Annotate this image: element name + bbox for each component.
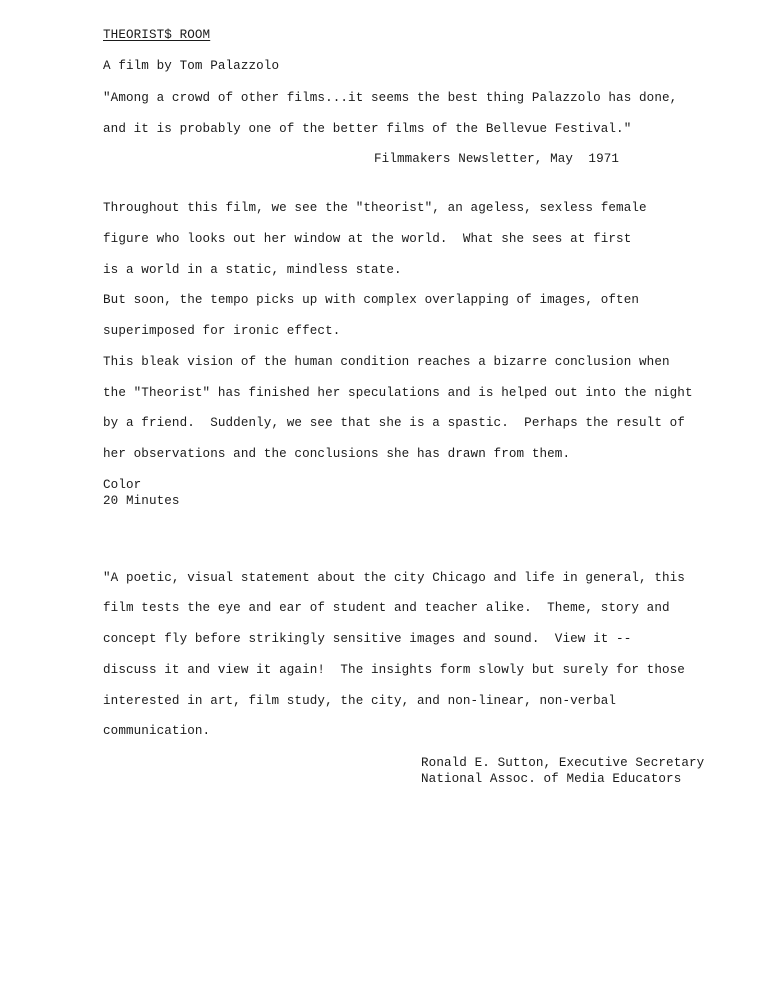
endorsement-line: film tests the eye and ear of student and teacher alike. Theme, story and	[103, 601, 670, 615]
description-line: the "Theorist" has finished her speculations and is helped out into the night	[103, 386, 693, 400]
description-line: But soon, the tempo picks up with complex overlapping of images, often	[103, 293, 640, 307]
review-quote-line: "Among a crowd of other films...it seems the best thing Palazzolo has done,	[103, 91, 678, 105]
description-line: Throughout this film, we see the "theorist", an ageless, sexless female	[103, 201, 647, 215]
endorsement-line: interested in art, film study, the city, and non-linear, non-verbal	[103, 694, 617, 708]
endorsement-line: "A poetic, visual statement about the city Chicago and life in general, this	[103, 571, 685, 585]
review-source: Filmmakers Newsletter, May 1971	[374, 152, 620, 166]
description-line: is a world in a static, mindless state.	[103, 263, 402, 277]
description-line: her observations and the conclusions she has drawn from them.	[103, 447, 571, 461]
review-quote-line: and it is probably one of the better films of the Bellevue Festival."	[103, 122, 632, 136]
description-line: by a friend. Suddenly, we see that she is a spastic. Perhaps the result of	[103, 416, 685, 430]
endorsement-line: communication.	[103, 724, 211, 738]
description-line: superimposed for ironic effect.	[103, 324, 341, 338]
endorsement-line: concept fly before strikingly sensitive images and sound. View it --	[103, 632, 632, 646]
spec-color: Color	[103, 478, 142, 492]
byline: A film by Tom Palazzolo	[103, 59, 280, 73]
endorsement-line: discuss it and view it again! The insights form slowly but surely for those	[103, 663, 685, 677]
attribution-name: Ronald E. Sutton, Executive Secretary	[421, 756, 705, 770]
spec-duration: 20 Minutes	[103, 494, 180, 508]
description-line: figure who looks out her window at the world. What she sees at first	[103, 232, 632, 246]
attribution-organization: National Assoc. of Media Educators	[421, 772, 682, 786]
document-title: THEORIST$ ROOM	[103, 28, 211, 42]
description-line: This bleak vision of the human condition reaches a bizarre conclusion when	[103, 355, 670, 369]
